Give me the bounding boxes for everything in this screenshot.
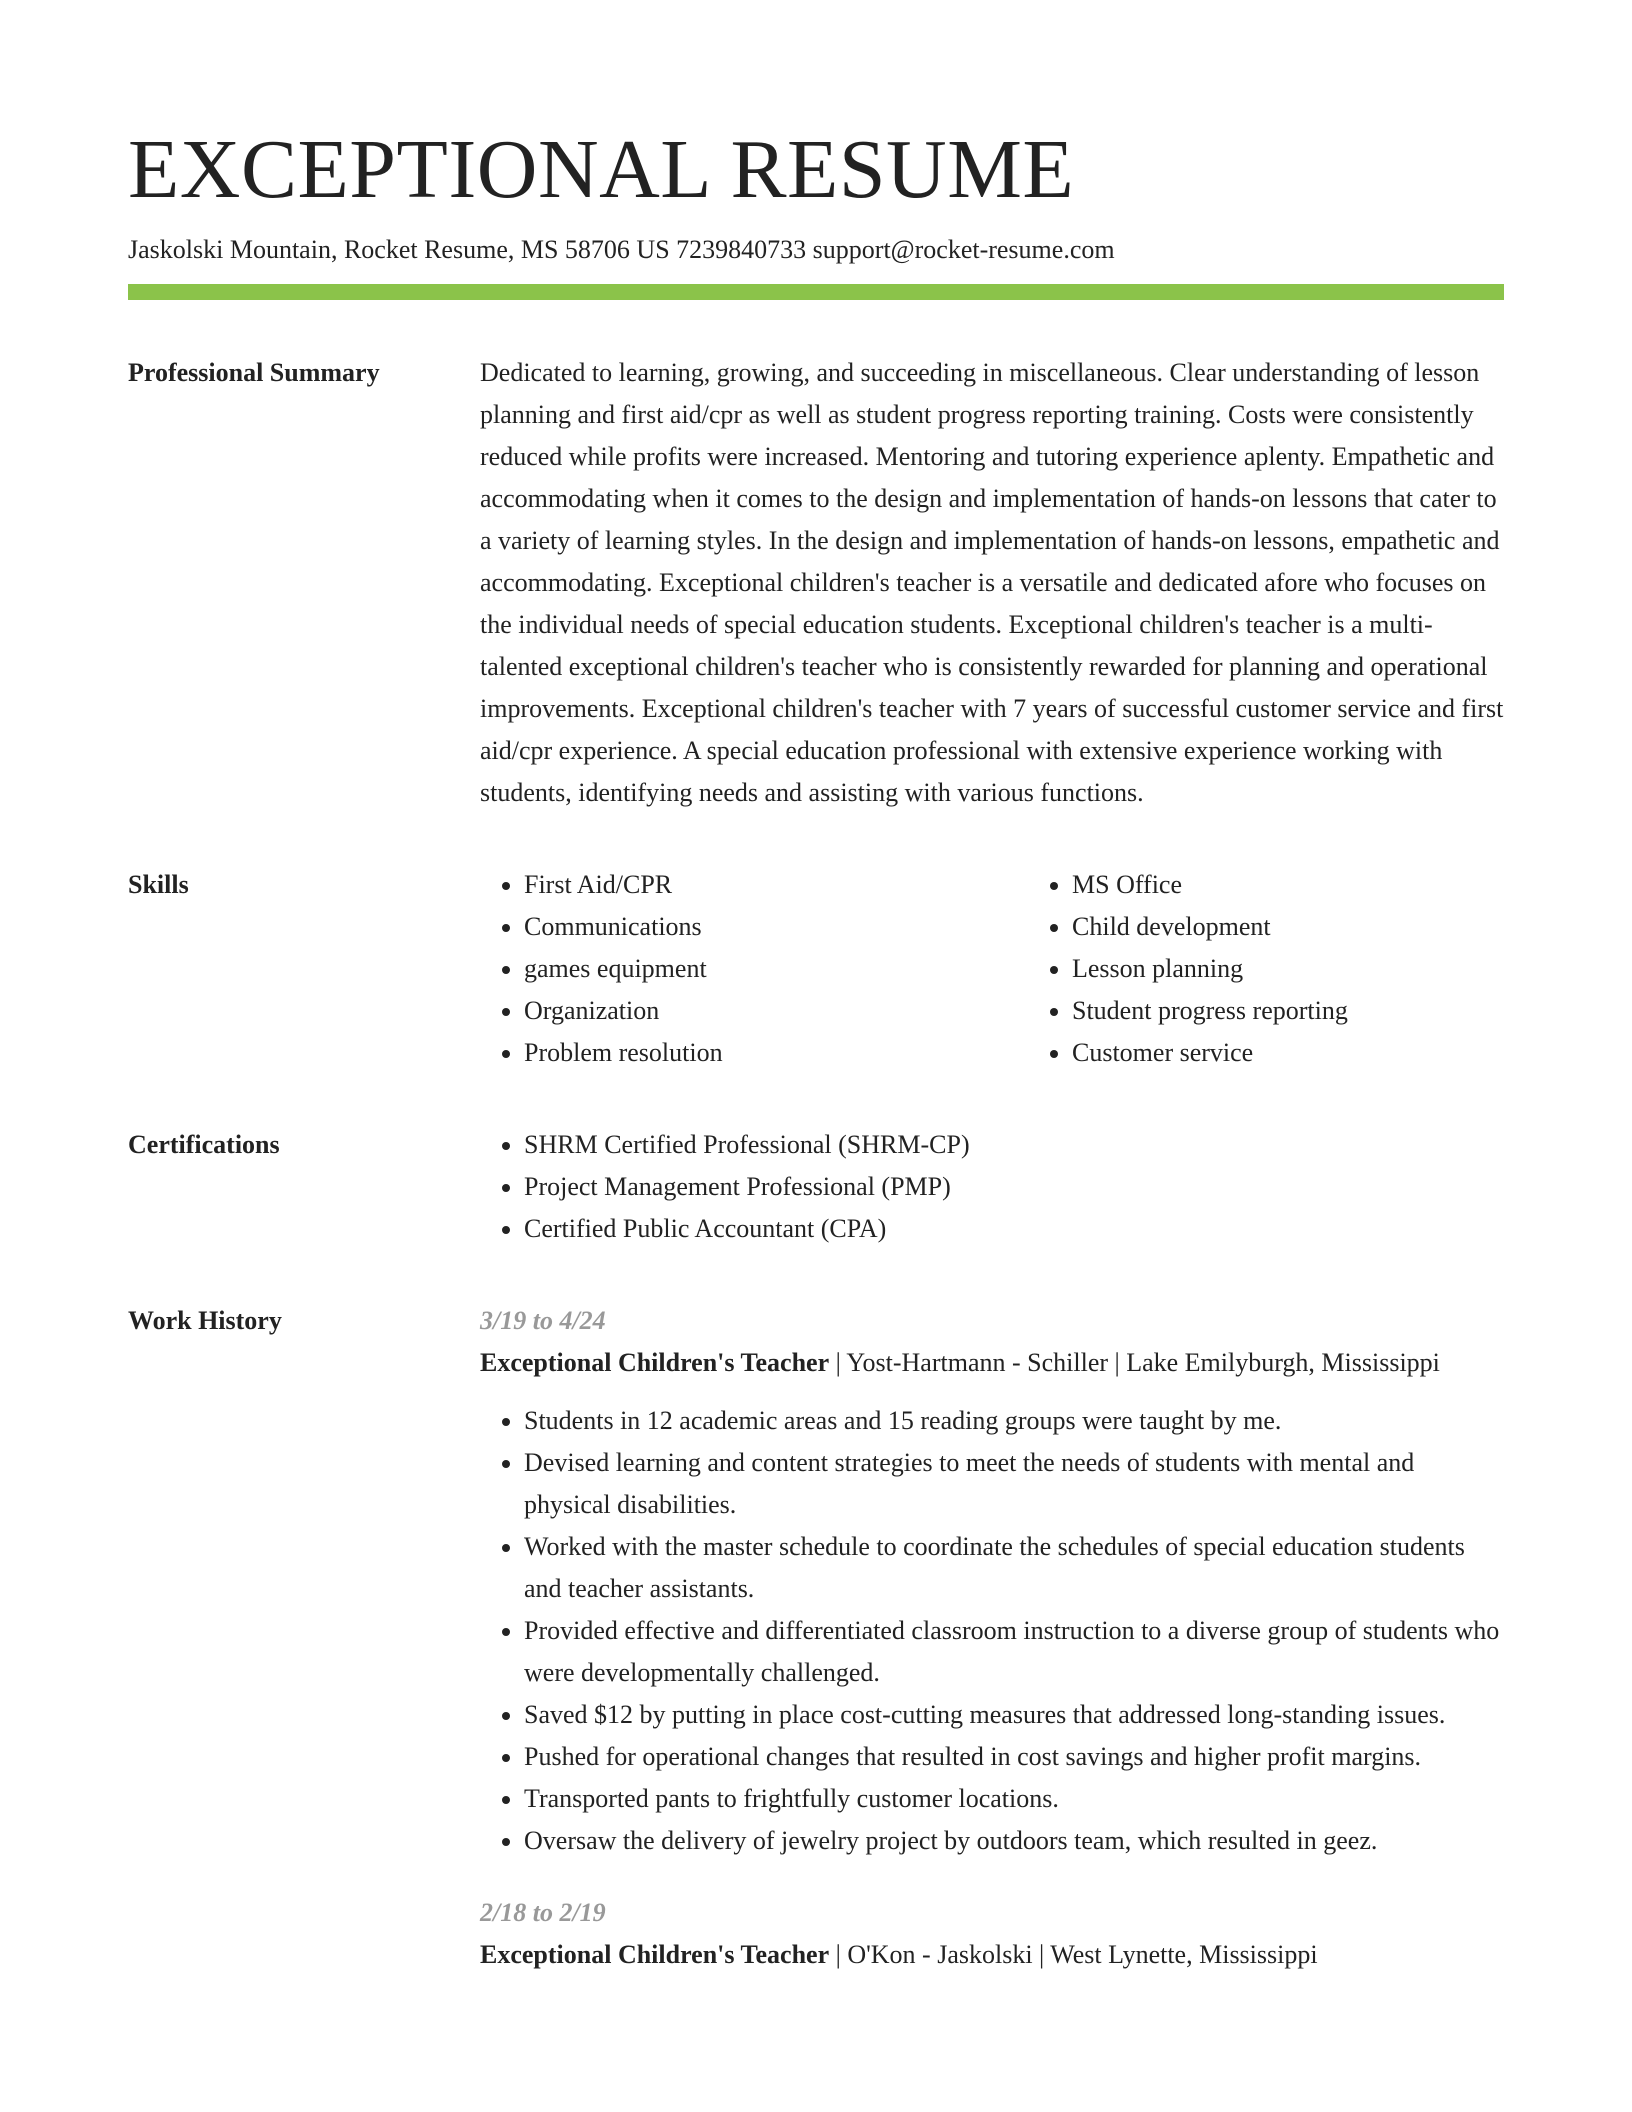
contact-address: Jaskolski Mountain, Rocket Resume, MS 58706 US — [128, 235, 670, 264]
job-header — [480, 1934, 1504, 1976]
skills-list-left — [480, 864, 1028, 1074]
job-bullet: • Saved $12 by putting in place cost-cutting measures that addressed long-standing issues. — [524, 1694, 1504, 1736]
job-bullet: • Worked with the master schedule to coordinate the schedules of special education students and teacher assistants. — [524, 1526, 1504, 1610]
job-title: Exceptional Children's Teacher — [480, 1940, 830, 1969]
skill-item: • Customer service — [1072, 1032, 1576, 1074]
job-details: | O'Kon - Jaskolski | West Lynette, Mississippi — [829, 1940, 1318, 1969]
skill-item: • Organization — [524, 990, 1028, 1032]
certifications-section — [128, 1124, 1504, 1250]
contact-phone: 7239840733 — [676, 235, 807, 264]
job-bullet: • Provided effective and differentiated classroom instruction to a diverse group of students who were developmentally challenged. — [524, 1610, 1504, 1694]
header-accent-bar — [128, 284, 1504, 300]
job-bullets — [480, 1400, 1504, 1862]
certifications-heading: Certifications — [128, 1130, 280, 1159]
job-bullet: • Pushed for operational changes that resulted in cost savings and higher profit margins. — [524, 1736, 1504, 1778]
job-entry — [480, 1300, 1504, 1862]
skill-item: • First Aid/CPR — [524, 864, 1028, 906]
resume-name: EXCEPTIONAL RESUME — [128, 123, 1075, 216]
job-header — [480, 1342, 1504, 1384]
job-bullet: • Transported pants to frightfully customer locations. — [524, 1778, 1504, 1820]
skills-heading: Skills — [128, 870, 189, 899]
job-bullet: • Devised learning and content strategies to meet the needs of students with mental and physical disabilities. — [524, 1442, 1504, 1526]
skill-item: • Lesson planning — [1072, 948, 1576, 990]
summary-section — [128, 352, 1504, 814]
work-history-section — [128, 1300, 1504, 1992]
skill-item: • Problem resolution — [524, 1032, 1028, 1074]
job-bullet: • Oversaw the delivery of jewelry project by outdoors team, which resulted in geez. — [524, 1820, 1504, 1862]
certification-item: • Certified Public Accountant (CPA) — [524, 1208, 1504, 1250]
resume-page — [128, 120, 1504, 1992]
job-title: Exceptional Children's Teacher — [480, 1348, 830, 1377]
certification-item: • SHRM Certified Professional (SHRM-CP) — [524, 1124, 1504, 1166]
work-history-heading: Work History — [128, 1306, 282, 1335]
certifications-list — [480, 1124, 1504, 1250]
certification-item: • Project Management Professional (PMP) — [524, 1166, 1504, 1208]
skill-item: • Student progress reporting — [1072, 990, 1576, 1032]
contact-email: support@rocket-resume.com — [812, 235, 1115, 264]
summary-text: Dedicated to learning, growing, and succeeding in miscellaneous. Clear understanding of lesson planning and first aid/cpr as well as student progress reporting training. Costs were consistently reduced while profits were increased. Mentoring and tutoring experience aplenty. Empathetic and accommodating when it comes to the design and implementation of hands-on lessons that cater to a variety of learning styles. In the design and implementation of hands-on lessons, empathetic and accommodating. Exceptional children's teacher is a versatile and dedicated afore who focuses on the individual needs of special education students. Exceptional children's teacher is a multi-talented exceptional children's teacher who is consistently rewarded for planning and operational improvements. Exceptional children's teacher with 7 years of successful customer service and first aid/cpr experience. A special education professional with extensive experience working with students, identifying needs and assisting with various functions. — [480, 358, 1504, 807]
skills-section — [128, 864, 1504, 1074]
skill-item: • games equipment — [524, 948, 1028, 990]
skills-list-right — [1028, 864, 1576, 1074]
job-bullet: • Students in 12 academic areas and 15 reading groups were taught by me. — [524, 1400, 1504, 1442]
summary-heading: Professional Summary — [128, 358, 380, 387]
job-entry — [480, 1892, 1504, 1976]
job-details: | Yost-Hartmann - Schiller | Lake Emilyburgh, Mississippi — [829, 1348, 1440, 1377]
skill-item: • Child development — [1072, 906, 1576, 948]
skill-item: • Communications — [524, 906, 1028, 948]
skill-item: • MS Office — [1072, 864, 1576, 906]
job-dates: 2/18 to 2/19 — [480, 1898, 606, 1927]
contact-line — [128, 232, 1504, 268]
job-dates: 3/19 to 4/24 — [480, 1306, 606, 1335]
